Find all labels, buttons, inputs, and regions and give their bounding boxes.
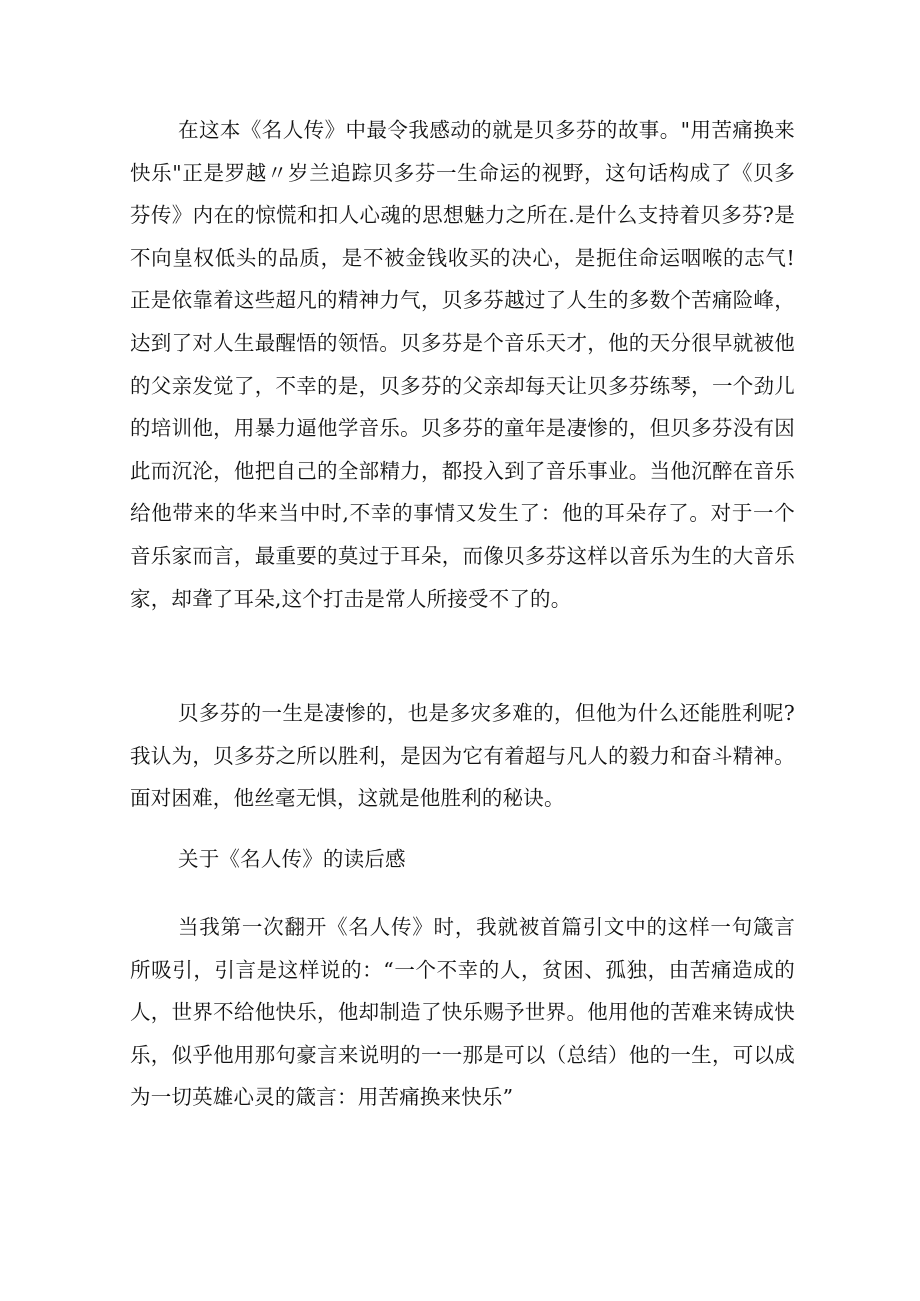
body-paragraph: 在这本《名人传》中最令我感动的就是贝多芬的故事。"用苦痛换来快乐"正是罗越〃岁兰追踪贝多芬一生命运的视野，这句话构成了《贝多芬传》内在的惊慌和扣人心魂的思想魅力之所在.是什么支持着贝多芬?是不向皇权低头的品质，是不被金钱收买的决心，是扼住命运咽喉的志气!正是依靠着这些超凡的精神力气，贝多芬越过了人生的多数个苦痛险峰，达到了对人生最醒悟的领悟。贝多芬是个音乐天才，他的天分很早就被他的父亲发觉了，不幸的是，贝多芬的父亲却每天让贝多芬练琴，一个劲儿的培训他，用暴力逼他学音乐。贝多芬的童年是凄惨的，但贝多芬没有因此而沉沦，他把自己的全部精力，都投入到了音乐事业。当他沉醉在音乐给他带来的华来当中时,不幸的事情又发生了：他的耳朵存了。对于一个音乐家而言，最重要的莫过于耳朵，而像贝多芬这样以音乐为生的大音乐家，却聋了耳朵,这个打击是常人所接受不了的。 xyxy=(130,118,795,611)
body-paragraph: 贝多芬的一生是凄惨的，也是多灾多难的，但他为什么还能胜利呢?我认为，贝多芬之所以胜利，是因为它有着超与凡人的毅力和奋斗精神。面对困难，他丝毫无惧，这就是他胜利的秘诀。 xyxy=(130,701,795,811)
body-paragraph: 当我第一次翻开《名人传》时，我就被首篇引文中的这样一句箴言所吸引，引言是这样说的：“一个不幸的人，贫困、孤独，由苦痛造成的人，世界不给他快乐，他却制造了快乐赐予世界。他用他的苦难来铸成快乐，似乎他用那句豪言来说明的一一那是可以（总结）他的一生，可以成为一切英雄心灵的箴言：用苦痛换来快乐” xyxy=(130,915,795,1110)
section-heading: 关于《名人传》的读后感 xyxy=(178,847,406,871)
